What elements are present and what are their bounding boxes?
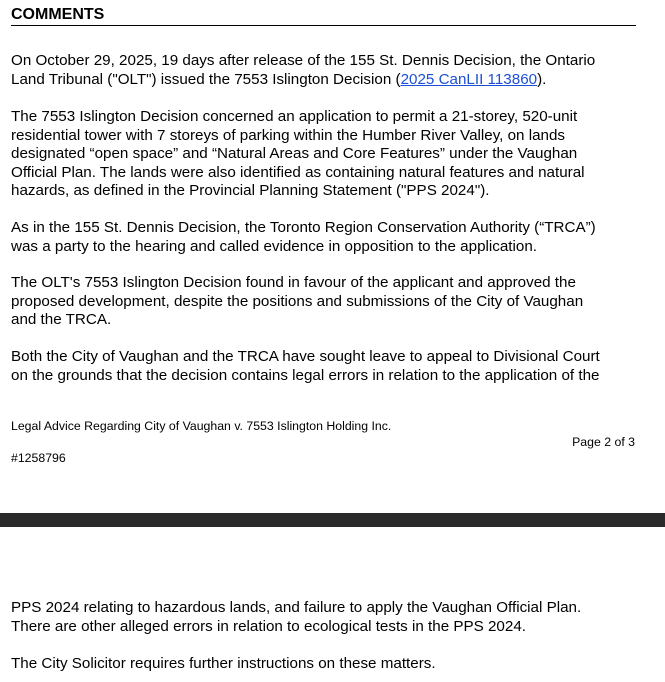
page-break-divider [0,513,665,527]
section-heading: COMMENTS [11,5,636,26]
paragraph-further-instructions: The City Solicitor requires further instructions on these matters. [11,655,436,672]
footer-document-title: Legal Advice Regarding City of Vaughan v. 7553 Islington Holding Inc. [11,419,392,433]
paragraph-text: On October 29, 2025, 19 days after release of the 155 St. Dennis Decision, the Ontario Land Tribunal ("OLT") issued the 7553 Islington Decision ( [11,52,596,88]
footer-page-number: Page 2 of 3 [572,435,635,449]
paragraph-leave-to-appeal: Both the City of Vaughan and the TRCA have sought leave to appeal to Divisional Court on the grounds that the decision contains legal errors in relation to the application of the [11,348,600,384]
paragraph-olt-finding: The OLT's 7553 Islington Decision found in favour of the applicant and approved the proposed development, despite the positions and submissions of the City of Vaughan and the TRCA. [11,274,584,328]
paragraph-olt-decision [11,52,651,89]
document-page-3 [0,527,665,682]
footer-document-number: #1258796 [11,451,66,465]
paragraph-trca-party: As in the 155 St. Dennis Decision, the Toronto Region Conservation Authority (“TRCA”) was a party to the hearing and called evidence in opposition to the application. [11,219,596,255]
paragraph-text-end: ). [537,70,547,88]
paragraph-application-description: The 7553 Islington Decision concerned an application to permit a 21-storey, 520-unit residential tower with 7 storeys of parking within the Humber River Valley, on lands designated “open space” and “Natural Areas and Core Features” under the Vaughan Official Plan. The lands were also identified as containing natural features and natural hazards, as defined in the Provincial Planning Statement ("PPS 2024"). [11,108,585,199]
canlii-citation-link[interactable]: 2025 CanLII 113860 [400,70,538,88]
paragraph-alleged-errors: PPS 2024 relating to hazardous lands, and failure to apply the Vaughan Official Plan. There are other alleged errors in relation to ecological tests in the PPS 2024. [11,599,582,635]
